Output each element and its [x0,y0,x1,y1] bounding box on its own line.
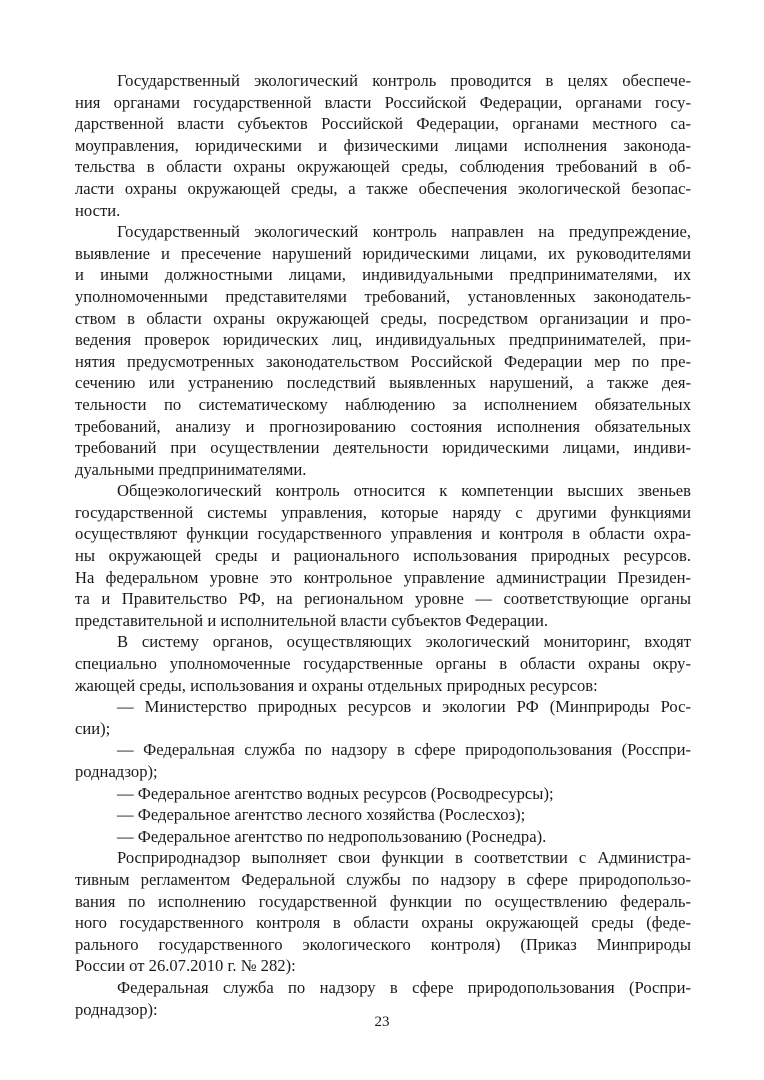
text-line: роднадзор): [75,999,158,1019]
text-line: требований, анализу и прогнозированию состояния исполнения обязательных [75,416,691,436]
text-line: ны окружающей среды и рационального использования природных ресурсов. [75,546,691,566]
body-text [75,70,691,1020]
text-line: сии); [75,718,111,738]
text-line: — Федеральное агентство лесного хозяйства (Рослесхоз); [117,805,526,825]
text-line: тельности по систематическому наблюдению за исполнением обязательных [75,394,691,414]
text-line: дарственной власти субъектов Российской Федерации, органами местного са- [75,114,691,134]
page-number: 23 [374,1014,390,1030]
text-line: Росприроднадзор выполняет свои функции в соответствии с Администра- [117,848,691,868]
text-line: — Федеральное агентство водных ресурсов (Росводресурсы); [117,783,554,803]
text-line: роднадзор); [75,762,158,781]
text-line: выявление и пресечение нарушений юридическими лицами, их руководителями [75,243,691,263]
text-line: России от 26.07.2010 г. № 282): [75,956,296,976]
text-line: ведения проверок юридических лиц, индивидуальных предпринимателей, при- [75,330,691,350]
text-line: нятия предусмотренных законодательством Российской Федерации мер по пре- [75,351,691,371]
text-line: ния органами государственной власти Российской Федерации, органами госу- [75,92,691,112]
text-line: уполномоченными представителями требований, установленных законодатель- [75,286,691,306]
text-line: — Федеральное агентство по недропользованию (Роснедра). [117,826,547,846]
text-line: специально уполномоченные государственные органы в области охраны окру- [75,654,691,674]
text-line: требований при осуществлении деятельности юридическими лицами, индиви- [75,438,691,458]
text-line: В систему органов, осуществляющих экологический мониторинг, входят [117,632,691,652]
text-line: представительной и исполнительной власти субъектов Федерации. [75,610,549,630]
text-line: ласти охраны окружающей среды, а также обеспечения экологической безопас- [75,178,691,198]
text-line: Государственный экологический контроль направлен на предупреждение, [117,222,691,242]
text-line: Государственный экологический контроль проводится в целях обеспече- [117,71,691,90]
text-line: — Министерство природных ресурсов и экологии РФ (Минприроды Рос- [117,697,691,717]
text-line: жающей среды, использования и охраны отдельных природных ресурсов: [75,675,598,695]
text-line: ного государственного контроля в области охраны окружающей среды (феде- [75,913,691,933]
text-line: вания по исполнению государственной функции по осуществлению федераль- [75,891,691,911]
text-line: моуправления, юридическими и физическими лицами исполнения законода- [75,135,691,155]
text-line: тивным регламентом Федеральной службы по надзору в сфере природопользо- [75,869,691,889]
text-line: На федеральном уровне это контрольное управление администрации Президен- [75,567,691,587]
text-line: сечению или устранению последствий выявленных нарушений, а также дея- [75,373,691,393]
text-line: — Федеральная служба по надзору в сфере природопользования (Росспри- [117,740,691,760]
text-line: ности. [75,200,121,220]
text-line: дуальными предпринимателями. [75,459,307,479]
text-line: государственной системы управления, которые наряду с другими функциями [75,502,691,522]
text-line: рального государственного экологического контроля) (Приказ Минприроды [75,934,691,954]
text-line: и иными должностными лицами, индивидуальными предпринимателями, их [75,265,691,285]
text-line: ством в области охраны окружающей среды, посредством организации и про- [75,308,691,328]
text-line: осуществляют функции государственного управления и контроля в области охра- [75,524,691,544]
text-line: Федеральная служба по надзору в сфере природопользования (Роспри- [117,977,691,997]
text-line: та и Правительство РФ, на региональном уровне — соответствующие органы [75,589,691,609]
text-line: Общеэкологический контроль относится к компетенции высших звеньев [117,481,691,501]
text-line: тельства в области охраны окружающей среды, соблюдения требований в об- [75,157,691,177]
